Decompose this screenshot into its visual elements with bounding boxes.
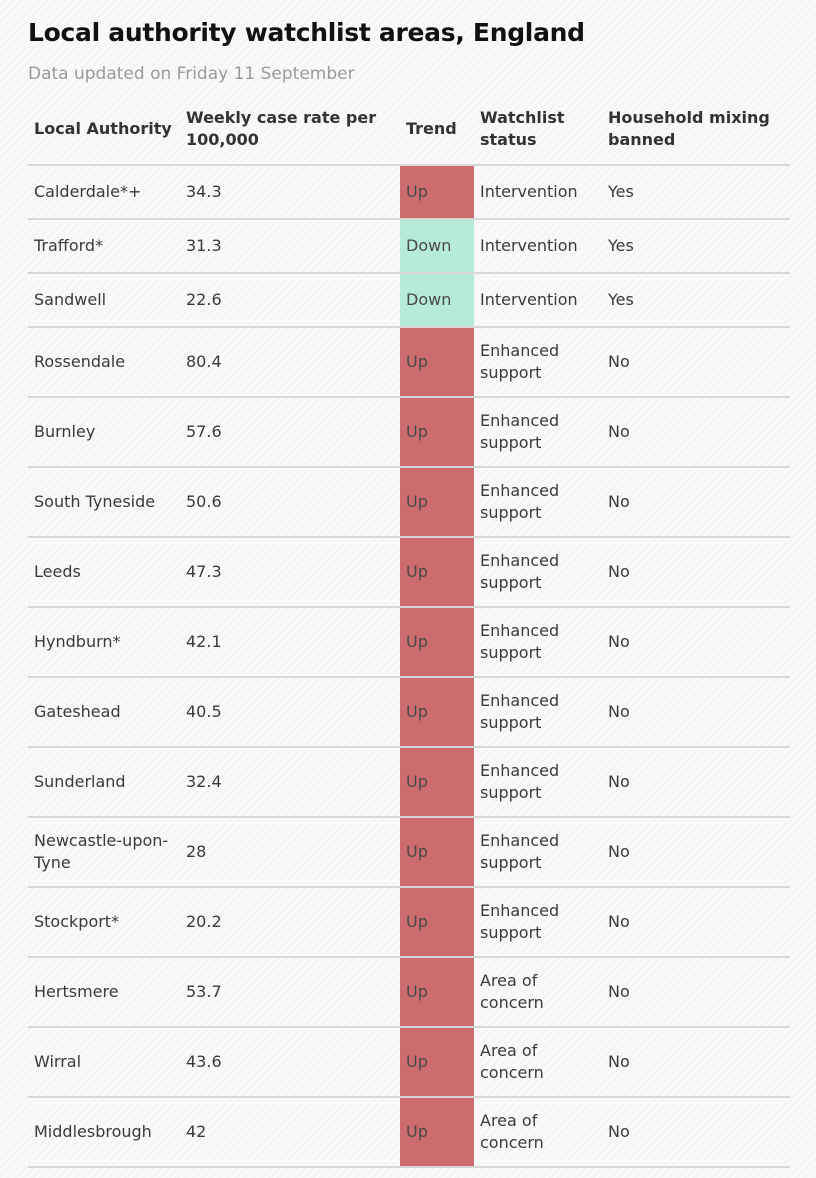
cell-watchlist-status: Area of concern xyxy=(474,1027,602,1097)
table-row xyxy=(28,273,790,327)
table-row xyxy=(28,467,790,537)
cell-household-mixing-banned: No xyxy=(602,327,790,397)
cell-household-mixing-banned: No xyxy=(602,1027,790,1097)
table-row xyxy=(28,1027,790,1097)
cell-trend: Up xyxy=(400,747,474,817)
cell-local-authority: Rossendale xyxy=(28,327,180,397)
cell-household-mixing-banned: No xyxy=(602,607,790,677)
cell-local-authority: Leeds xyxy=(28,537,180,607)
cell-local-authority: Newcastle-upon-Tyne xyxy=(28,817,180,887)
table-row xyxy=(28,397,790,467)
table-row xyxy=(28,957,790,1027)
cell-household-mixing-banned: No xyxy=(602,537,790,607)
cell-local-authority: Trafford* xyxy=(28,219,180,273)
cell-trend: Up xyxy=(400,165,474,219)
cell-watchlist-status: Area of concern xyxy=(474,957,602,1027)
cell-trend: Up xyxy=(400,327,474,397)
table-row xyxy=(28,747,790,817)
column-header-local-authority: Local Authority xyxy=(28,94,180,165)
cell-weekly-case-rate: 31.3 xyxy=(180,219,400,273)
column-header-weekly-case-rate: Weekly case rate per 100,000 xyxy=(180,94,400,165)
cell-watchlist-status: Intervention xyxy=(474,273,602,327)
cell-trend: Up xyxy=(400,537,474,607)
cell-trend: Up xyxy=(400,887,474,957)
cell-weekly-case-rate: 80.4 xyxy=(180,327,400,397)
cell-household-mixing-banned: No xyxy=(602,747,790,817)
page-title: Local authority watchlist areas, England xyxy=(28,18,585,47)
cell-weekly-case-rate: 20.2 xyxy=(180,887,400,957)
cell-household-mixing-banned: No xyxy=(602,887,790,957)
cell-household-mixing-banned: No xyxy=(602,957,790,1027)
cell-weekly-case-rate: 57.6 xyxy=(180,397,400,467)
cell-trend: Down xyxy=(400,273,474,327)
cell-local-authority: Middlesbrough xyxy=(28,1097,180,1167)
column-header-watchlist-status: Watchlist status xyxy=(474,94,602,165)
table-row xyxy=(28,219,790,273)
cell-trend: Up xyxy=(400,1097,474,1167)
cell-local-authority: Sunderland xyxy=(28,747,180,817)
cell-watchlist-status: Enhanced support xyxy=(474,677,602,747)
cell-watchlist-status: Enhanced support xyxy=(474,607,602,677)
cell-household-mixing-banned: No xyxy=(602,467,790,537)
cell-weekly-case-rate: 42 xyxy=(180,1097,400,1167)
cell-household-mixing-banned: No xyxy=(602,677,790,747)
table-row xyxy=(28,1097,790,1167)
table-row xyxy=(28,537,790,607)
cell-local-authority: Burnley xyxy=(28,397,180,467)
cell-weekly-case-rate: 42.1 xyxy=(180,607,400,677)
table-row xyxy=(28,817,790,887)
cell-watchlist-status: Enhanced support xyxy=(474,817,602,887)
cell-watchlist-status: Enhanced support xyxy=(474,537,602,607)
table-row xyxy=(28,607,790,677)
cell-trend: Up xyxy=(400,397,474,467)
cell-household-mixing-banned: Yes xyxy=(602,165,790,219)
watchlist-table xyxy=(28,94,790,1168)
cell-watchlist-status: Area of concern xyxy=(474,1097,602,1167)
cell-local-authority: Stockport* xyxy=(28,887,180,957)
cell-household-mixing-banned: No xyxy=(602,1097,790,1167)
cell-trend: Up xyxy=(400,1027,474,1097)
cell-household-mixing-banned: Yes xyxy=(602,273,790,327)
cell-watchlist-status: Enhanced support xyxy=(474,467,602,537)
cell-weekly-case-rate: 32.4 xyxy=(180,747,400,817)
cell-weekly-case-rate: 28 xyxy=(180,817,400,887)
cell-local-authority: Calderdale*+ xyxy=(28,165,180,219)
table-row xyxy=(28,165,790,219)
cell-local-authority: Hyndburn* xyxy=(28,607,180,677)
cell-weekly-case-rate: 53.7 xyxy=(180,957,400,1027)
cell-household-mixing-banned: Yes xyxy=(602,219,790,273)
header-row xyxy=(28,94,790,165)
cell-local-authority: Hertsmere xyxy=(28,957,180,1027)
cell-trend: Up xyxy=(400,467,474,537)
cell-watchlist-status: Enhanced support xyxy=(474,887,602,957)
column-header-trend: Trend xyxy=(400,94,474,165)
table-body xyxy=(28,165,790,1167)
table-row xyxy=(28,677,790,747)
column-header-household-mixing-banned: Household mixing banned xyxy=(602,94,790,165)
cell-weekly-case-rate: 43.6 xyxy=(180,1027,400,1097)
cell-watchlist-status: Intervention xyxy=(474,165,602,219)
cell-trend: Up xyxy=(400,817,474,887)
cell-watchlist-status: Intervention xyxy=(474,219,602,273)
cell-local-authority: Wirral xyxy=(28,1027,180,1097)
cell-trend: Down xyxy=(400,219,474,273)
table-row xyxy=(28,327,790,397)
cell-trend: Up xyxy=(400,607,474,677)
table-row xyxy=(28,887,790,957)
cell-watchlist-status: Enhanced support xyxy=(474,747,602,817)
page-subtitle: Data updated on Friday 11 September xyxy=(28,64,355,84)
cell-weekly-case-rate: 22.6 xyxy=(180,273,400,327)
cell-local-authority: Sandwell xyxy=(28,273,180,327)
cell-household-mixing-banned: No xyxy=(602,397,790,467)
cell-weekly-case-rate: 40.5 xyxy=(180,677,400,747)
cell-watchlist-status: Enhanced support xyxy=(474,327,602,397)
cell-household-mixing-banned: No xyxy=(602,817,790,887)
cell-local-authority: South Tyneside xyxy=(28,467,180,537)
cell-weekly-case-rate: 50.6 xyxy=(180,467,400,537)
cell-watchlist-status: Enhanced support xyxy=(474,397,602,467)
cell-weekly-case-rate: 47.3 xyxy=(180,537,400,607)
cell-trend: Up xyxy=(400,677,474,747)
cell-local-authority: Gateshead xyxy=(28,677,180,747)
cell-trend: Up xyxy=(400,957,474,1027)
cell-weekly-case-rate: 34.3 xyxy=(180,165,400,219)
